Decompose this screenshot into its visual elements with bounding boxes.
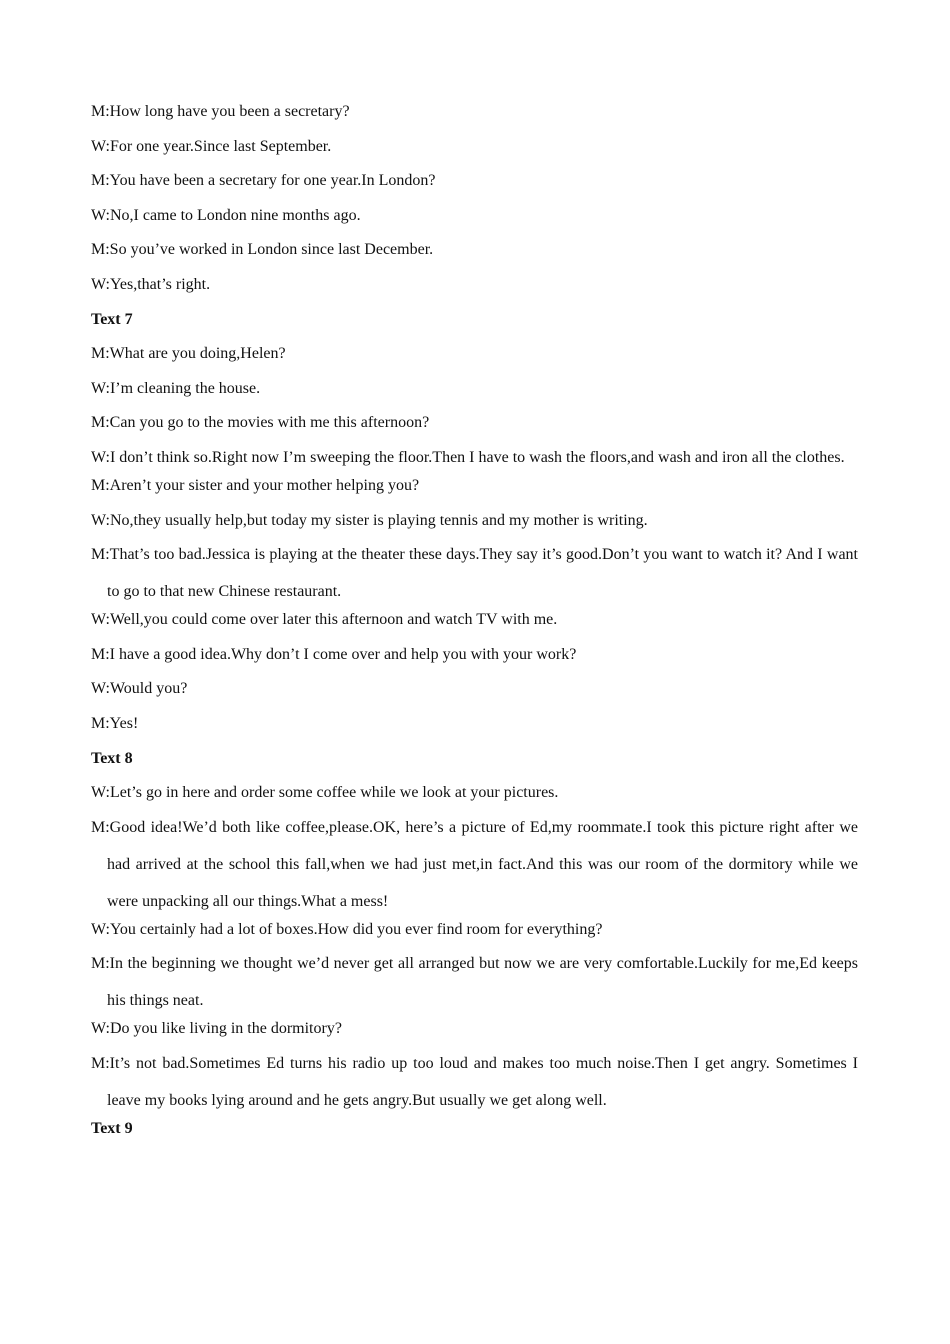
dialogue-line: M:What are you doing,Helen? [91, 345, 286, 363]
dialogue-line: W:Do you like living in the dormitory? [91, 1020, 342, 1038]
dialogue-line: W:No,they usually help,but today my sister is playing tennis and my mother is writing. [91, 511, 648, 529]
section-heading: Text 8 [91, 749, 133, 767]
dialogue-line: M:Yes! [91, 714, 139, 732]
dialogue-line: M:It’s not bad.Sometimes Ed turns his radio up too loud and makes too much noise.Then I get angry. Sometimes I leave my books lying around and he gets angry.But usually we get along well. [91, 1054, 858, 1109]
section-heading: Text 9 [91, 1119, 133, 1137]
section-heading: Text 7 [91, 310, 133, 328]
dialogue-line: M:In the beginning we thought we’d never get all arranged but now we are very comfortable.Luckily for me,Ed keeps his things neat. [91, 955, 858, 1010]
dialogue-line: W:Yes,that’s right. [91, 275, 211, 293]
dialogue-line: M:Can you go to the movies with me this afternoon? [91, 414, 430, 432]
dialogue-line: M:You have been a secretary for one year.In London? [91, 172, 436, 190]
document-page [91, 100, 858, 1151]
dialogue-line: M:Aren’t your sister and your mother helping you? [91, 476, 420, 494]
dialogue-line: M:Good idea!We’d both like coffee,please.OK, here’s a picture of Ed,my roommate.I took this picture right after we had arrived at the school this fall,when we had just met,in fact.And this was our room of the dormitory while we were unpacking all our things.What a mess! [91, 818, 858, 910]
dialogue-line: W:Would you? [91, 680, 188, 698]
dialogue-line: W:Let’s go in here and order some coffee while we look at your pictures. [91, 784, 559, 802]
dialogue-line: W:For one year.Since last September. [91, 137, 332, 155]
dialogue-line: W:You certainly had a lot of boxes.How did you ever find room for everything? [91, 920, 603, 938]
dialogue-line: W:I’m cleaning the house. [91, 379, 261, 397]
dialogue-line: W:I don’t think so.Right now I’m sweeping the floor.Then I have to wash the floors,and wash and iron all the clothes. [91, 448, 845, 466]
dialogue-line: W:No,I came to London nine months ago. [91, 206, 361, 224]
dialogue-line: M:How long have you been a secretary? [91, 103, 350, 120]
dialogue-line: M:So you’ve worked in London since last December. [91, 241, 434, 259]
dialogue-line: W:Well,you could come over later this afternoon and watch TV with me. [91, 611, 558, 629]
dialogue-line: M:That’s too bad.Jessica is playing at the theater these days.They say it’s good.Don’t you want to watch it? And I want to go to that new Chinese restaurant. [91, 546, 858, 601]
dialogue-line: M:I have a good idea.Why don’t I come over and help you with your work? [91, 645, 577, 663]
